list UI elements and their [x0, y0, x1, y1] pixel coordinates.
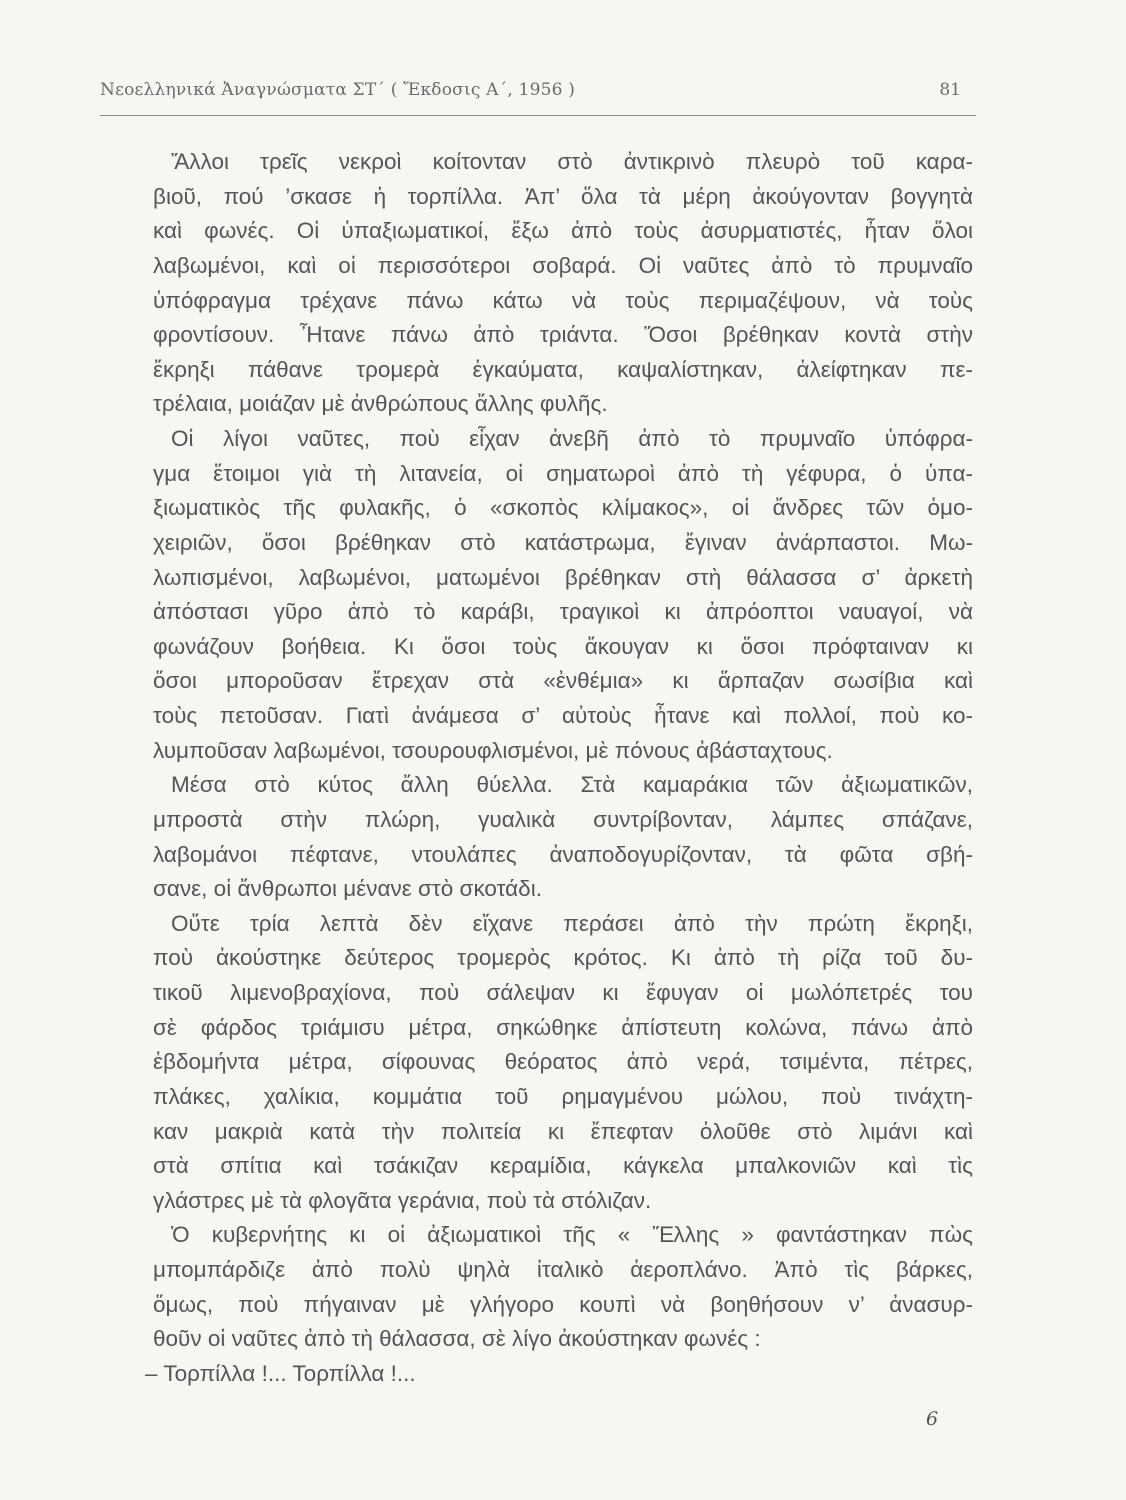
text-line: τικοῦ λιμενοβραχίονα, ποὺ σάλεψαν κι ἔφυγαν οἱ μωλόπετρές του	[153, 980, 973, 1005]
text-line: τοὺς πετοῦσαν. Γιατὶ ἀνάμεσα σ’ αὐτοὺς ἦτανε καὶ πολλοί, ποὺ κο-	[153, 703, 973, 728]
running-title: Νεοελληνικά Ἀναγνώσματα ΣΤ΄ ( Ἔκδοσις Α΄, 1956 )	[100, 80, 576, 100]
text-line: σὲ φάρδος τριάμισυ μέτρα, σηκώθηκε ἀπίστευτη κολώνα, πάνω ἀπὸ	[153, 1014, 973, 1040]
text-line: – Τορπίλλα !... Τορπίλλα !...	[145, 1360, 416, 1386]
text-line: Ὁ κυβερνήτης κι οἱ ἀξιωματικοὶ τῆς « Ἔλλης » φαντάστηκαν πὼς	[171, 1222, 973, 1248]
text-line: μπομπάρδιζε ἀπὸ πολὺ ψηλὰ ἰταλικὸ ἀεροπλάνο. Ἀπὸ τὶς βάρκες,	[153, 1257, 973, 1282]
text-line: λυμποῦσαν λαβωμένοι, τσουρουφλισμένοι, μὲ πόνους ἀβάσταχτους.	[153, 737, 833, 763]
paragraph	[153, 1218, 973, 1357]
text-line: ὅσοι μποροῦσαν ἔτρεχαν στὰ «ἐνθέμια» κι ἅρπαζαν σωσίβια καὶ	[153, 668, 973, 694]
text-line: βιοῦ, πού ’σκασε ἡ τορπίλλα. Ἀπ’ ὅλα τὰ μέρη ἀκούγονταν βογγητὰ	[153, 183, 973, 209]
text-line: καὶ φωνές. Οἱ ὑπαξιωματικοί, ἔξω ἀπὸ τοὺς ἀσυρματιστές, ἦταν ὅλοι	[153, 218, 973, 244]
text-line: καν μακριὰ κατὰ τὴν πολιτεία κι ἔπεφταν ὁλοῦθε στὸ λιμάνι καὶ	[153, 1118, 973, 1144]
text-line: τρέλαια, μοιάζαν μὲ ἀνθρώπους ἄλλης φυλῆς.	[153, 391, 608, 417]
body-text	[145, 145, 973, 1392]
text-line: Οὔτε τρία λεπτὰ δὲν εἴχανε περάσει ἀπὸ τὴν πρώτη ἔκρηξι,	[171, 910, 973, 936]
text-line: πλάκες, χαλίκια, κομμάτια τοῦ ρημαγμένου μώλου, ποὺ τινάχτη-	[153, 1083, 973, 1109]
text-line: θοῦν οἱ ναῦτες ἀπὸ τὴ θάλασσα, σὲ λίγο ἀκούστηκαν φωνές :	[153, 1326, 761, 1352]
text-line: μπροστὰ στὴν πλώρη, γυαλικὰ συντρίβονταν, λάμπες σπάζανε,	[153, 806, 973, 832]
running-header	[100, 76, 975, 106]
text-line: γλάστρες μὲ τὰ φλογᾶτα γεράνια, ποὺ τὰ στόλιζαν.	[153, 1187, 652, 1213]
text-line: χειριῶν, ὅσοι βρέθηκαν στὸ κατάστρωμα, ἔγιναν ἀνάρπαστοι. Μω-	[153, 529, 973, 555]
text-line: Μέσα στὸ κύτος ἄλλη θύελλα. Στὰ καμαράκια τῶν ἀξιωματικῶν,	[171, 772, 973, 798]
signature-mark: 6	[926, 1408, 939, 1430]
text-line: λαβωμένοι, καὶ οἱ περισσότεροι σοβαρά. Οἱ ναῦτες ἀπὸ τὸ πρυμναῖο	[153, 252, 973, 278]
text-line: ὅμως, ποὺ πήγαιναν μὲ γλήγορο κουπὶ νὰ βοηθήσουν ν’ ἀνασυρ-	[153, 1291, 973, 1317]
text-line: Ἄλλοι τρεῖς νεκροὶ κοίτονταν στὸ ἀντικρινὸ πλευρὸ τοῦ καρα-	[171, 149, 973, 174]
text-line: ξιωματικὸς τῆς φυλακῆς, ὁ «σκοπὸς κλίμακος», οἱ ἄνδρες τῶν ὁμο-	[153, 495, 973, 521]
paragraph	[153, 145, 973, 422]
text-line: ἀπόστασι γῦρο ἀπὸ τὸ καράβι, τραγικοὶ κι ἀπρόοπτοι ναυαγοί, νὰ	[153, 599, 973, 625]
paragraph	[153, 907, 973, 1219]
text-line: ὑπόφραγμα τρέχανε πάνω κάτω νὰ τοὺς περιμαζέψουν, νὰ τοὺς	[153, 287, 973, 313]
text-line: γμα ἕτοιμοι γιὰ τὴ λιτανεία, οἱ σηματωροὶ ἀπὸ τὴ γέφυρα, ὁ ὑπα-	[153, 460, 973, 486]
text-line: φροντίσουν. Ἦτανε πάνω ἀπὸ τριάντα. Ὅσοι βρέθηκαν κοντὰ στὴν	[153, 322, 973, 348]
text-line: Οἱ λίγοι ναῦτες, ποὺ εἶχαν ἀνεβῆ ἀπὸ τὸ πρυμναῖο ὑπόφρα-	[171, 426, 973, 451]
text-line: ποὺ ἀκούστηκε δεύτερος τρομερὸς κρότος. Κι ἀπὸ τὴ ρίζα τοῦ δυ-	[153, 945, 973, 971]
text-line: φωνάζουν βοήθεια. Κι ὅσοι τοὺς ἄκουγαν κι ὅσοι πρόφταιναν κι	[153, 633, 973, 659]
page-number: 81	[939, 80, 961, 100]
text-line: λαβομάνοι πέφτανε, ντουλάπες ἀναποδογυρίζονταν, τὰ φῶτα σβή-	[153, 841, 973, 867]
text-line: λωπισμένοι, λαβωμένοι, ματωμένοι βρέθηκαν στὴ θάλασσα σ’ ἀρκετὴ	[153, 564, 973, 590]
text-line: ἔκρηξι πάθανε τρομερὰ ἐγκαύματα, καψαλίστηκαν, ἀλείφτηκαν πε-	[153, 356, 973, 382]
paragraph	[153, 422, 973, 768]
text-line: στὰ σπίτια καὶ τσάκιζαν κεραμίδια, κάγκελα μπαλκονιῶν καὶ τὶς	[153, 1153, 973, 1179]
text-line: σανε, οἱ ἄνθρωποι μένανε στὸ σκοτάδι.	[153, 876, 542, 902]
paragraph	[153, 768, 973, 907]
paragraph	[145, 1357, 973, 1392]
text-line: ἑβδομήντα μέτρα, σίφουνας θεόρατος ἀπὸ νερά, τσιμέντα, πέτρες,	[153, 1049, 973, 1075]
header-rule	[100, 115, 976, 116]
